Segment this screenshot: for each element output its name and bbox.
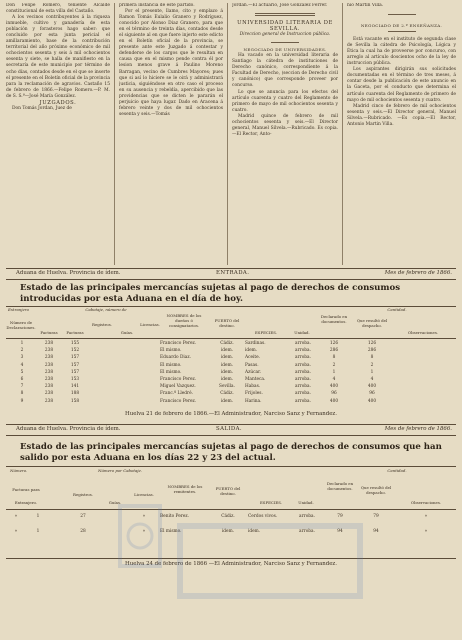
rule: [6, 279, 456, 280]
table2-row-cell: 94: [337, 529, 343, 534]
table1-row-cell: 238: [44, 348, 54, 354]
table1-row-cell: 157: [70, 362, 80, 368]
table1-row-cell: idem.: [220, 355, 234, 361]
th2-cantidad: Cantidad.: [387, 468, 407, 473]
column-2: [119, 3, 223, 265]
rule: [6, 466, 456, 467]
table2-row-cell: Cerdos vivos.: [248, 514, 278, 519]
table2-row-cell: 28: [80, 529, 86, 534]
table1-row-cell: 157: [70, 369, 80, 375]
table1-row-cell: 4: [20, 362, 24, 368]
table1-row-cell: 126: [367, 341, 377, 346]
table1-row-cell: Manteca.: [245, 377, 266, 382]
table1-row-cell: El mismo.: [160, 369, 182, 375]
th-cabotaje: Cabotaje, número de: [85, 307, 127, 312]
table1-row-cell: arroba.: [295, 341, 311, 346]
table2-row-cell: »: [142, 529, 146, 534]
col3-p1: Ha vacado en la universidad literaria de Santiago la cátedra de instituciones de Derecho canónico, correspondiente á la Facultad de Derecho, (seccion de Derecho civil y canónico) que corresponde proveer por concurso.: [232, 53, 338, 89]
th-unidad: Unidad.: [294, 330, 310, 335]
th-nombres: NOMBRES de los dueños ó consignatarios.: [166, 313, 202, 328]
th2-numero: Número.: [10, 468, 28, 473]
table1-row-cell: 2: [332, 362, 336, 368]
table1-row-cell: 155: [70, 341, 80, 346]
customs-office: Aduana de Huelva. Provincia de ídem.: [16, 426, 121, 432]
th2-unidad: Unidad.: [298, 500, 314, 505]
table1-row-cell: 2: [20, 348, 24, 354]
table2-row-cell: arroba.: [299, 514, 315, 519]
col2-p2: Por el presente, llamo, cito y emplazo á Ramon Tomás Eulalio Granero y Rodríguez, conocido por Alonso Diaz Granero, para que en el término de treinta días, contados desde el siguiente al en que fuere injerto este edicto en el Boletín oficial de la provincia, se presente ante este Juzgado á contestar y defenderse de los cargos que le resultan en causa que en el mismo pende contra él por lesion menos grave á Paulino Moreno Barragan, vecino de Cumbres Mayores; pues que si así lo hiciere se le oirá y administrará justicia, siguiéndose en otro caso el proceso en su ausencia y rebeldía, apercibido que las providencias que se dicten le pararán el perjuicio que haya lugar. Dado en Aracena á febrero veinte y dos de mil ochocientos sesenta y seis.—Tomás: [119, 9, 223, 117]
month-label: Mes de febrero de 1866.: [384, 426, 452, 432]
table1-row-cell: 7: [20, 384, 24, 390]
column-3: [232, 3, 338, 265]
rule: [6, 435, 456, 436]
table2-row-cell: »: [14, 514, 18, 519]
table1-row-cell: arroba.: [295, 348, 311, 354]
table1-row-cell: 1: [332, 369, 336, 375]
th2-resulto: Que resultó del despacho.: [360, 485, 392, 495]
table1-row-cell: arroba.: [295, 384, 311, 390]
table1-row-cell: Francisco Perez.: [160, 377, 197, 382]
table1-row-cell: 238: [44, 377, 54, 382]
table1-row-cell: arroba.: [295, 369, 311, 375]
table2-row-cell: El mismo.: [160, 529, 182, 534]
table1-row-cell: Habas.: [245, 384, 261, 390]
col4-p3: Madrid cinco de febrero de mil ochocientos sesenta y seis.—El Director general, Manuel Silvela.—Rubricado. —Es copia.—El Rector, Antonio Martin Villa.: [347, 103, 456, 127]
th2-registros: Registros.: [73, 492, 93, 497]
th-facturas-2: Facturas: [66, 330, 84, 335]
table1-row-cell: arroba.: [295, 377, 311, 382]
table1-row-cell: 4: [370, 377, 374, 382]
double-rule: [255, 13, 315, 16]
rule: [6, 338, 456, 339]
table1-row-cell: Miguel Vazquez.: [160, 384, 196, 390]
table1-row-cell: 4: [332, 377, 336, 382]
table1-row-cell: 238: [44, 355, 54, 361]
th-observaciones: Observaciones.: [407, 330, 439, 335]
table1-row-cell: 238: [44, 369, 54, 375]
table2-row-cell: »: [14, 529, 18, 534]
th-extranjero: Extranjero: [8, 307, 29, 312]
table1-row-cell: Francisco Perez.: [160, 398, 197, 404]
negociado-2-heading: NEGOCIADO DE 2.º ENSEÑANZA.: [360, 23, 443, 29]
table1-row-cell: Pasas.: [245, 362, 259, 368]
university-city: SEVILLA.: [269, 26, 301, 33]
short-rule: [388, 14, 416, 15]
salida-label: SALIDA.: [216, 426, 243, 432]
rule: [6, 424, 456, 425]
th2-observaciones: Observaciones.: [410, 500, 442, 505]
table1-row-cell: 2: [370, 362, 374, 368]
table2-row-cell: idem.: [248, 529, 261, 534]
direction-subtitle: Direccion general de Instruccion pública.: [239, 32, 331, 38]
table2-row-cell: idem.: [221, 529, 235, 534]
table1-row-cell: 158: [70, 398, 80, 404]
th2-especies: ESPECIES.: [259, 500, 283, 505]
table2-row-cell: »: [424, 514, 428, 519]
table2-row-cell: Benito Perez.: [160, 514, 189, 519]
negociado-heading: NEGOCIADO DE UNIVERSIDADES.: [243, 47, 327, 53]
table1-row-cell: Cádiz.: [220, 391, 234, 397]
table1-footer: Huelva 21 de febrero de 1866.—El Administrador, Narciso Sanz y Fernandez.: [125, 411, 337, 417]
short-rule: [388, 31, 416, 32]
table1-row-cell: Frijoles.: [245, 391, 263, 397]
month-label: Mes de febrero de 1866.: [384, 270, 452, 276]
column-1: [6, 3, 110, 265]
table1-row-cell: arroba.: [295, 362, 311, 368]
table1-row-cell: Eduardo Diaz.: [160, 355, 191, 361]
table1-row-cell: 238: [44, 398, 54, 404]
table1-row-cell: 152: [70, 348, 80, 354]
table1-row-cell: 238: [44, 391, 54, 397]
table1-row-cell: Azúcar.: [245, 369, 262, 375]
col4-p1: Está vacante en el instituto de segunda clase de Sevilla la cátedra de Psicología, Lógica y Ética la cual ha de proveerse por concurso, con arreglo al artículo doscientos ocho de la ley de instruccion pública.: [347, 37, 456, 67]
table2-title: Estado de las principales mercancías sujetas al pago de derechos de consumos que han salido por esta Aduana en los días 22 y 23 del actual.: [20, 442, 442, 463]
table1-row-cell: Sardinas.: [245, 341, 266, 346]
table2-row-cell: »: [142, 514, 146, 519]
table1-row-cell: 141: [70, 384, 80, 390]
column-divider: [114, 3, 115, 265]
customs-office: Aduana de Huelva. Provincia de ídem.: [16, 270, 121, 276]
table1-row-cell: 8: [332, 355, 336, 361]
table1-row-cell: 126: [329, 341, 339, 346]
table1-row-cell: 188: [70, 391, 80, 397]
table1-row-cell: Aceite.: [245, 355, 261, 361]
table1-row-cell: 286: [367, 348, 377, 354]
th-especies: ESPECIES.: [254, 330, 278, 335]
table2-row-cell: 1: [36, 514, 40, 519]
th2-declarado: Declarado en documentos.: [326, 481, 354, 491]
table1-row-cell: arroba.: [295, 355, 311, 361]
th-numero: Número de Declaraciones.: [6, 320, 36, 330]
col3-p3: Madrid quince de febrero de mil ochocientos sesenta y seis.—El Director general, Manuel Silvela.—Rubricado. Es copia.—El Rector, Anto-: [232, 113, 338, 137]
table1-row-cell: 400: [367, 384, 377, 390]
table1-row-cell: idem.: [245, 348, 258, 354]
table1-row-cell: 5: [20, 369, 24, 375]
th2-nombres: NOMBRES de los remitentes.: [167, 484, 203, 494]
table1-row-cell: arroba.: [295, 398, 311, 404]
col3-top: Jordan.—El actuario, José González Ferrer.: [232, 3, 328, 8]
table1-row-cell: 6: [20, 377, 24, 382]
th-guias: Guías.: [120, 330, 134, 335]
th-registros: Registros.: [92, 322, 112, 327]
col1-p3: Don Tomás Jordan, Juez de: [12, 105, 72, 111]
table1-row-cell: 3: [20, 355, 24, 361]
col1-p2: A los vecinos contribuyentes á la riqueza inmueble, cultivo y ganadería de esta población y forasteros hago saber: que concluido por esta junta pericial el amillaramiento, base de la contribución territorial del año próximo económico de mil ochocientos sesenta y seis á mil ochocientos sesenta y siete, se halla de manifiesto en la secretaría de este municipio por término de ocho días, contados desde en el que se inserte el presente en el Boletín oficial de la provincia para la reclamación de agravios. Castaño 15 de febrero de 1866.—Felipe Romero.—P. M. de S. S.ª—José María González.: [6, 15, 110, 99]
table2-row-cell: 94: [373, 529, 379, 534]
text-columns: [6, 3, 456, 265]
table1-row-cell: arroba.: [295, 391, 311, 397]
th2-guias: Guías.: [108, 500, 122, 505]
th-licencias: Licencias.: [140, 322, 160, 327]
table2-row-cell: 1: [36, 529, 40, 534]
juzgados-heading: JUZGADOS.: [39, 99, 77, 106]
th2-licencias: Licencias.: [134, 492, 154, 497]
th-cantidad: Cantidad.: [387, 307, 407, 312]
th-puerto: PUERTO del destino.: [214, 318, 240, 328]
th-declarado: Declarado en documentos.: [320, 314, 348, 324]
table1-row-cell: idem.: [220, 369, 234, 375]
table1-row-cell: Sevilla.: [219, 384, 235, 390]
table1-row-cell: 238: [44, 384, 54, 390]
table1-row-cell: 8: [20, 391, 24, 397]
column-divider: [227, 3, 228, 265]
col4-p2: Los aspirantes dirigirán sus solicitudes documentadas en el término de tres meses, á contar desde la publicación de este anuncio en la Gaceta, por el conducto que determina el artículo cuarenta del Reglamento de primero de mayo de mil ochocientos sesenta y cuatro.: [347, 67, 456, 103]
col2-p1: primera instancia de este partido.: [119, 3, 195, 8]
table1-title: Estado de las principales mercancías sujetas al pago de derechos de consumos introducidas por esta Aduana en el día de hoy.: [20, 283, 401, 304]
university-heading: UNIVERSIDAD LITERARIA DE: [237, 20, 333, 27]
table1-row-cell: 153: [70, 377, 80, 382]
table1-row-cell: El mismo.: [160, 362, 182, 368]
th-resulto: Que resultó del despacho.: [356, 318, 388, 328]
table1-row-cell: Francisco Perez.: [160, 341, 197, 346]
table1-row-cell: 238: [44, 341, 54, 346]
entrada-label: ENTRADA.: [216, 270, 250, 276]
table1-row-cell: 157: [70, 355, 80, 361]
table2-row-cell: 79: [373, 514, 379, 519]
watermark-emblem: [110, 486, 370, 636]
column-divider: [342, 3, 343, 265]
table1-row-cell: Franc.º Lledré.: [160, 391, 194, 397]
rule: [6, 268, 456, 269]
table1-row-cell: Harina.: [245, 398, 262, 404]
table1-row-cell: 1: [370, 369, 374, 375]
table2-footer: Huelva 24 de febrero de 1866 —El Administrador, Narciso Sanz y Fernandez.: [125, 561, 337, 567]
table1-row-cell: Cádiz.: [220, 341, 234, 346]
table2-row-cell: 79: [337, 514, 343, 519]
col1-p1: Don Felipe Romero, teniente Alcalde constitucional de esta villa del Castaño.: [6, 3, 110, 15]
col3-p2: Lo que se anuncia para los efectos del artículo cuarenta y cuatro del Reglamento de primero de mayo de mil ochocientos sesenta y cuatro.: [232, 89, 338, 113]
table1-row-cell: 286: [329, 348, 339, 354]
th2-cabotaje: Número por Cabotaje.: [97, 468, 143, 473]
table1-row-cell: idem.: [220, 348, 234, 354]
th2-puerto: PUERTO del destino.: [215, 486, 241, 496]
table1-row-cell: idem.: [220, 362, 234, 368]
th-facturas: Facturas: [40, 330, 58, 335]
column-4: [347, 3, 456, 265]
table2-row-cell: 27: [80, 514, 86, 519]
short-rule: [271, 42, 299, 43]
table2-row-cell: Cádiz.: [221, 514, 235, 519]
table1-row-cell: El mismo.: [160, 348, 182, 354]
table2-row-cell: arroba.: [299, 529, 315, 534]
table1-row-cell: 96: [369, 391, 375, 397]
table1-row-cell: 400: [367, 398, 377, 404]
table1-row-cell: idem.: [220, 398, 234, 404]
table1-row-cell: 400: [329, 384, 339, 390]
th2-facturas: Facturas para: [12, 487, 40, 492]
th2-extranjero: Extranjero.: [14, 500, 38, 505]
table1-row-cell: 9: [20, 398, 24, 404]
table1-row-cell: idem.: [220, 377, 234, 382]
col4-top: nio Martin Villa.: [347, 3, 384, 8]
table2-row-cell: »: [424, 529, 428, 534]
table1-row-cell: 1: [20, 341, 24, 346]
table1-row-cell: 238: [44, 362, 54, 368]
table1-row-cell: 8: [370, 355, 374, 361]
table1-row-cell: 400: [329, 398, 339, 404]
table1-row-cell: 96: [331, 391, 337, 397]
